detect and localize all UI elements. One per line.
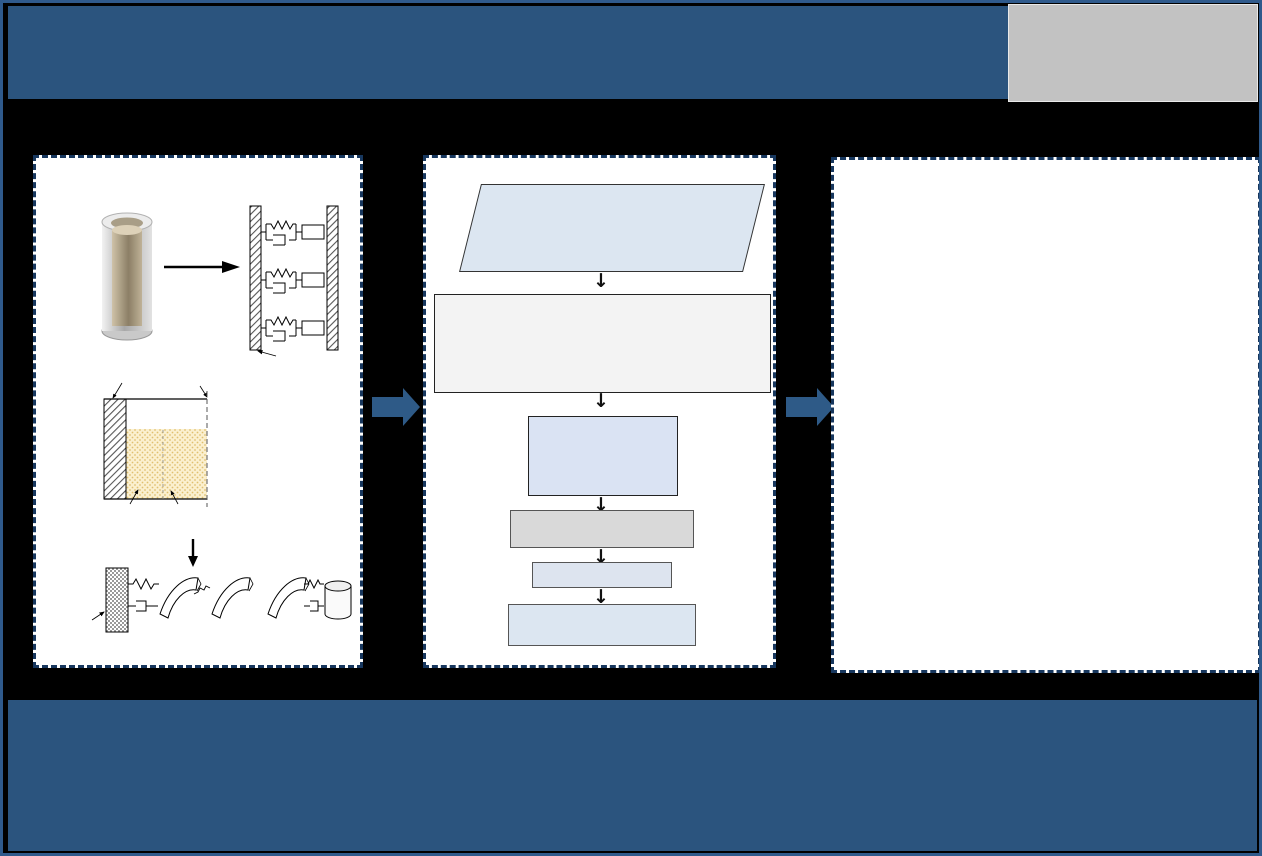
classical-spring-damper-diagram <box>248 202 340 366</box>
middle-panel-flowchart <box>423 155 776 668</box>
frequency-result-box <box>510 510 694 548</box>
flow-arrow-icon <box>372 397 403 417</box>
soil-plug-cross-section <box>96 371 218 523</box>
down-arrow-icon <box>588 270 614 292</box>
initialize-box <box>459 184 765 272</box>
mathematical-realization-box <box>528 416 678 496</box>
right-arrow-icon <box>162 258 242 276</box>
calculation-box <box>434 294 771 393</box>
flow-arrow-icon <box>786 397 817 417</box>
right-panel-results <box>831 157 1261 673</box>
conclusions-bar <box>8 700 1257 851</box>
title-bar <box>8 6 1008 99</box>
modified-mass-model-diagram <box>42 562 360 640</box>
pipe-pile-3d-illustration <box>98 210 156 343</box>
journal-logo <box>1008 4 1258 102</box>
left-panel-mass-models <box>33 155 363 668</box>
down-arrow-icon <box>588 390 614 412</box>
time-domain-result-box <box>508 604 696 646</box>
inverse-fourier-box <box>532 562 672 588</box>
